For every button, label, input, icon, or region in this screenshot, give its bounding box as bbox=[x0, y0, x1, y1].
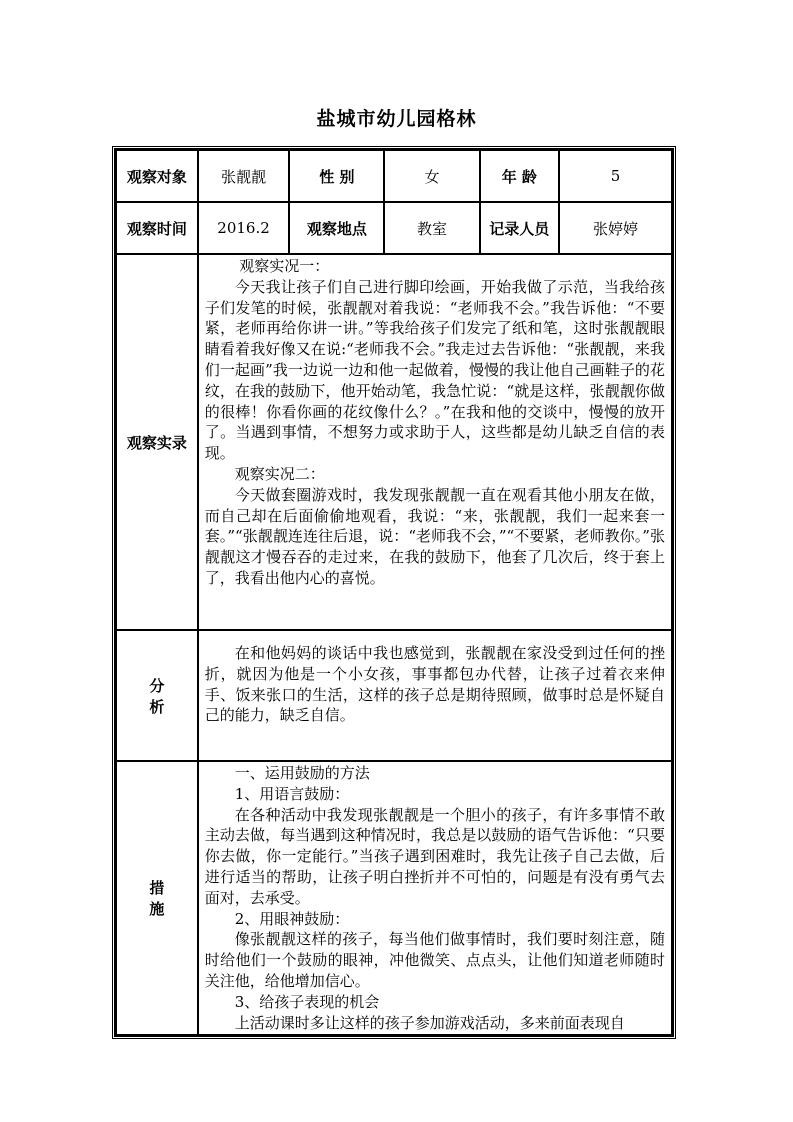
label-place: 观察地点 bbox=[289, 202, 384, 254]
label-analysis: 分 析 bbox=[116, 630, 198, 761]
value-subject: 张靓靓 bbox=[198, 150, 290, 202]
record-row bbox=[116, 254, 672, 630]
measures-paragraph: 上活动课时多让这样的孩子参加游戏活动，多来前面表现自 bbox=[234, 1013, 625, 1032]
measures-row bbox=[116, 761, 672, 1035]
label-age: 年 龄 bbox=[480, 150, 559, 202]
record-content bbox=[198, 254, 672, 630]
value-gender: 女 bbox=[384, 150, 479, 202]
observation-table bbox=[114, 148, 674, 1037]
analysis-paragraph: 在和他妈妈的谈话中我也感觉到，张靓靓在家没受到过任何的挫折，就因为他是一个小女孩，事事都包办代替，让孩子过着衣来伸手、饭来张口的生活，这样的孩子总是期待照顾，做事时总是怀疑自己的能力，缺乏自信。 bbox=[204, 644, 665, 725]
record-paragraph: 今天我让孩子们自己进行脚印绘画，开始我做了示范，当我给孩子们发笔的时候，张靓靓对着我说：“老师我不会。”我告诉他：“不要紧，老师再给你讲一讲。”等我给孩子们发完了纸和笔，这时张靓靓眼睛看着我好像又在说:“老师我不会。”我走过去告诉他：“张靓靓，来我们一起画”我一边说一边和他一起做着，慢慢的我让他自己画鞋子的花纹，在我的鼓励下，他开始动笔，我急忙说：“就是这样，张靓靓你做的很棒！你看你画的花纹像什么？。”在我和他的交谈中，慢慢的放开了。当遇到事情，不想努力或求助于人，这些都是幼儿缺乏自信的表现。 bbox=[204, 277, 665, 463]
label-record: 观察实录 bbox=[116, 254, 198, 630]
page-title: 盐城市幼儿园格林 bbox=[316, 108, 477, 130]
measures-paragraph: 2、用眼神鼓励： bbox=[234, 909, 350, 928]
analysis-content bbox=[198, 630, 672, 761]
label-gender: 性 别 bbox=[289, 150, 384, 202]
analysis-row bbox=[116, 630, 672, 761]
value-age: 5 bbox=[559, 150, 672, 202]
record-paragraph: 观察实况二： bbox=[234, 464, 325, 483]
value-recorder: 张婷婷 bbox=[559, 202, 672, 254]
record-paragraph: 今天做套圈游戏时，我发现张靓靓一直在观看其他小朋友在做，而自己却在后面偷偷地观看，我说：“来，张靓靓，我们一起来套一套。”“张靓靓连连往后退，说：“老师我不会，”“不要紧，老师教你。”张靓靓这才慢吞吞的走过来，在我的鼓励下，他套了几次后，终于套上了，我看出他内心的喜悦。 bbox=[204, 485, 665, 587]
info-row-1 bbox=[116, 150, 672, 202]
label-subject: 观察对象 bbox=[116, 150, 198, 202]
value-time: 2016.2 bbox=[198, 202, 290, 254]
measures-paragraph: 1、用语言鼓励： bbox=[234, 784, 350, 803]
record-paragraph: 观察实况一： bbox=[239, 257, 330, 275]
measures-paragraph: 3、给孩子表现的机会 bbox=[234, 992, 380, 1011]
measures-paragraph: 像张靓靓这样的孩子，每当他们做事情时，我们要时刻注意，随时给他们一个鼓励的眼神，冲他微笑、点点头，让他们知道老师随时关注他，给他增加信心。 bbox=[204, 930, 665, 990]
label-recorder: 记录人员 bbox=[480, 202, 559, 254]
measures-paragraph: 一、运用鼓励的方法 bbox=[234, 764, 370, 782]
measures-paragraph: 在各种活动中我发现张靓靓是一个胆小的孩子，有许多事情不敢主动去做，每当遇到这种情况时，我总是以鼓励的语气告诉他：“只要你去做，你一定能行。”当孩子遇到困难时，我先让孩子自己去做，后进行适当的帮助，让孩子明白挫折并不可怕的，问题是有没有勇气去面对，去承受。 bbox=[204, 805, 665, 907]
info-row-2 bbox=[116, 202, 672, 254]
label-time: 观察时间 bbox=[116, 202, 198, 254]
label-measures: 措 施 bbox=[116, 761, 198, 1035]
measures-content bbox=[198, 761, 672, 1035]
value-place: 教室 bbox=[384, 202, 479, 254]
